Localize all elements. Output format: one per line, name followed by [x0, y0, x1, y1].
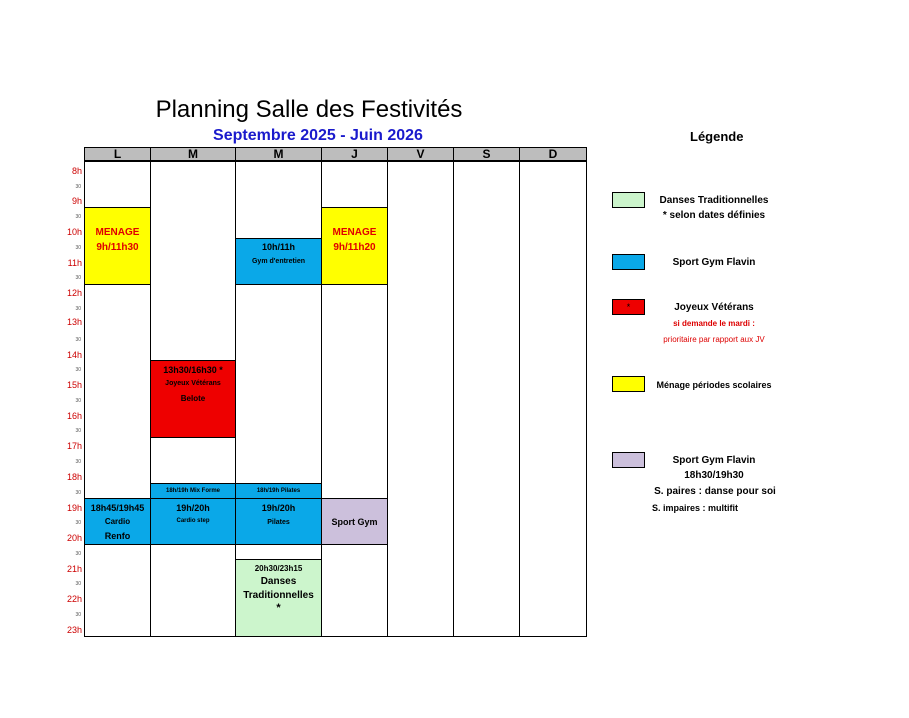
- event-label: MENAGE: [332, 227, 377, 238]
- half-hour-label: 30: [75, 337, 81, 343]
- event-tuesday-mix-forme[interactable]: [150, 483, 236, 499]
- half-hour-label: 30: [75, 245, 81, 251]
- day-header-sunday: D: [519, 147, 587, 161]
- day-header-tuesday: M: [150, 147, 236, 161]
- half-hour-label: 30: [75, 490, 81, 496]
- hour-label: 12h: [66, 288, 82, 298]
- hour-label: 20h: [66, 533, 82, 543]
- legend-jv-note: si demande le mardi :: [673, 319, 755, 328]
- legend-danses-label: Danses Traditionnelles: [659, 195, 769, 206]
- day-header-friday: V: [387, 147, 454, 161]
- legend-sport-label: Sport Gym Flavin: [672, 257, 756, 268]
- day-header-thursday: J: [321, 147, 388, 161]
- event-time: 9h/11h20: [333, 242, 376, 253]
- event-wednesday-danses-traditionnelles[interactable]: [235, 559, 322, 637]
- event-monday-cardio-renfo[interactable]: [84, 498, 151, 545]
- half-hour-label: 30: [75, 367, 81, 373]
- event-thursday-menage[interactable]: [321, 207, 388, 285]
- event-label: 18h/19h Pilates: [256, 488, 301, 494]
- legend-sport2-time: 18h30/19h30: [684, 470, 744, 481]
- event-label: Pilates: [267, 519, 290, 526]
- event-time: 10h/11h: [261, 242, 296, 252]
- hour-label: 23h: [66, 625, 82, 635]
- hour-label: 21h: [66, 564, 82, 574]
- hour-label: 14h: [66, 350, 82, 360]
- hour-label: 15h: [66, 380, 82, 390]
- half-hour-label: 30: [75, 612, 81, 618]
- page-title: Planning Salle des Festivités: [155, 96, 463, 123]
- event-time: 13h30/16h30 *: [163, 365, 223, 375]
- hour-label: 22h: [66, 594, 82, 604]
- legend-swatch-menage: [612, 376, 645, 392]
- legend-jv-note-2: prioritaire par rapport aux JV: [663, 335, 765, 344]
- hour-label: 18h: [66, 472, 82, 482]
- half-hour-label: 30: [75, 214, 81, 220]
- event-label: Joyeux Vétérans: [165, 380, 221, 387]
- legend-sport2-label: Sport Gym Flavin: [672, 455, 756, 466]
- legend-sport2-odd: S. impaires : multifit: [651, 503, 738, 513]
- page-subtitle: Septembre 2025 - Juin 2026: [213, 127, 423, 144]
- hour-label: 13h: [66, 317, 82, 327]
- event-time: 18h45/19h45: [90, 503, 145, 513]
- legend-sport2-even: S. paires : danse pour soi: [654, 486, 776, 497]
- event-wednesday-gym-entretien[interactable]: [235, 238, 322, 285]
- legend-swatch-sport2: [612, 452, 645, 468]
- half-hour-label: 30: [75, 581, 81, 587]
- event-time: 20h30/23h15: [254, 564, 303, 573]
- half-hour-label: 30: [75, 459, 81, 465]
- event-label: MENAGE: [95, 227, 140, 238]
- hour-label: 17h: [66, 441, 82, 451]
- hour-label: 19h: [66, 503, 82, 513]
- legend-menage-label: Ménage périodes scolaires: [656, 380, 772, 390]
- legend-jv-mark: *: [626, 302, 631, 312]
- day-header-saturday: S: [453, 147, 520, 161]
- event-thursday-sport-gym[interactable]: [321, 498, 388, 545]
- event-label: Renfo: [104, 531, 131, 541]
- event-label: Sport Gym: [331, 517, 378, 527]
- legend-swatch-danses: [612, 192, 645, 208]
- half-hour-label: 30: [75, 275, 81, 281]
- legend-title: Légende: [690, 129, 744, 144]
- day-header-monday: L: [84, 147, 151, 161]
- half-hour-label: 30: [75, 306, 81, 312]
- column-friday: [387, 161, 454, 637]
- hour-label: 11h: [67, 258, 82, 268]
- event-monday-menage[interactable]: [84, 207, 151, 285]
- event-time: 19h/20h: [261, 503, 296, 513]
- half-hour-label: 30: [75, 398, 81, 404]
- event-label: Cardio step: [176, 518, 210, 524]
- day-header-wednesday: M: [235, 147, 322, 161]
- event-label: Gym d'entretien: [251, 258, 305, 265]
- hour-label: 9h: [71, 196, 82, 206]
- legend-jv-label: Joyeux Vétérans: [674, 302, 754, 313]
- half-hour-label: 30: [75, 184, 81, 190]
- column-sunday: [519, 161, 587, 637]
- empty-slot: [235, 544, 322, 560]
- event-tuesday-joyeux-veterans[interactable]: [150, 360, 236, 438]
- event-label: 18h/19h Mix Forme: [165, 488, 221, 494]
- event-tuesday-cardio-step[interactable]: [150, 498, 236, 545]
- column-saturday: [453, 161, 520, 637]
- half-hour-label: 30: [75, 520, 81, 526]
- half-hour-label: 30: [75, 428, 81, 434]
- event-label: Belote: [180, 394, 206, 403]
- hour-label: 16h: [66, 411, 82, 421]
- event-label: *: [276, 602, 281, 614]
- event-label: Cardio: [104, 517, 131, 526]
- legend-danses-note: * selon dates définies: [662, 210, 766, 221]
- event-wednesday-pilates[interactable]: [235, 498, 322, 545]
- legend-swatch-jv: [612, 299, 645, 315]
- event-wednesday-pilates-early[interactable]: [235, 483, 322, 499]
- legend-swatch-sport: [612, 254, 645, 270]
- half-hour-label: 30: [75, 551, 81, 557]
- hour-label: 8h: [71, 166, 82, 176]
- event-label: Traditionnelles: [243, 590, 314, 601]
- hour-label: 10h: [66, 227, 82, 237]
- event-time: 19h/20h: [176, 503, 210, 513]
- event-label: Danses: [260, 576, 297, 587]
- event-time: 9h/11h30: [96, 242, 139, 253]
